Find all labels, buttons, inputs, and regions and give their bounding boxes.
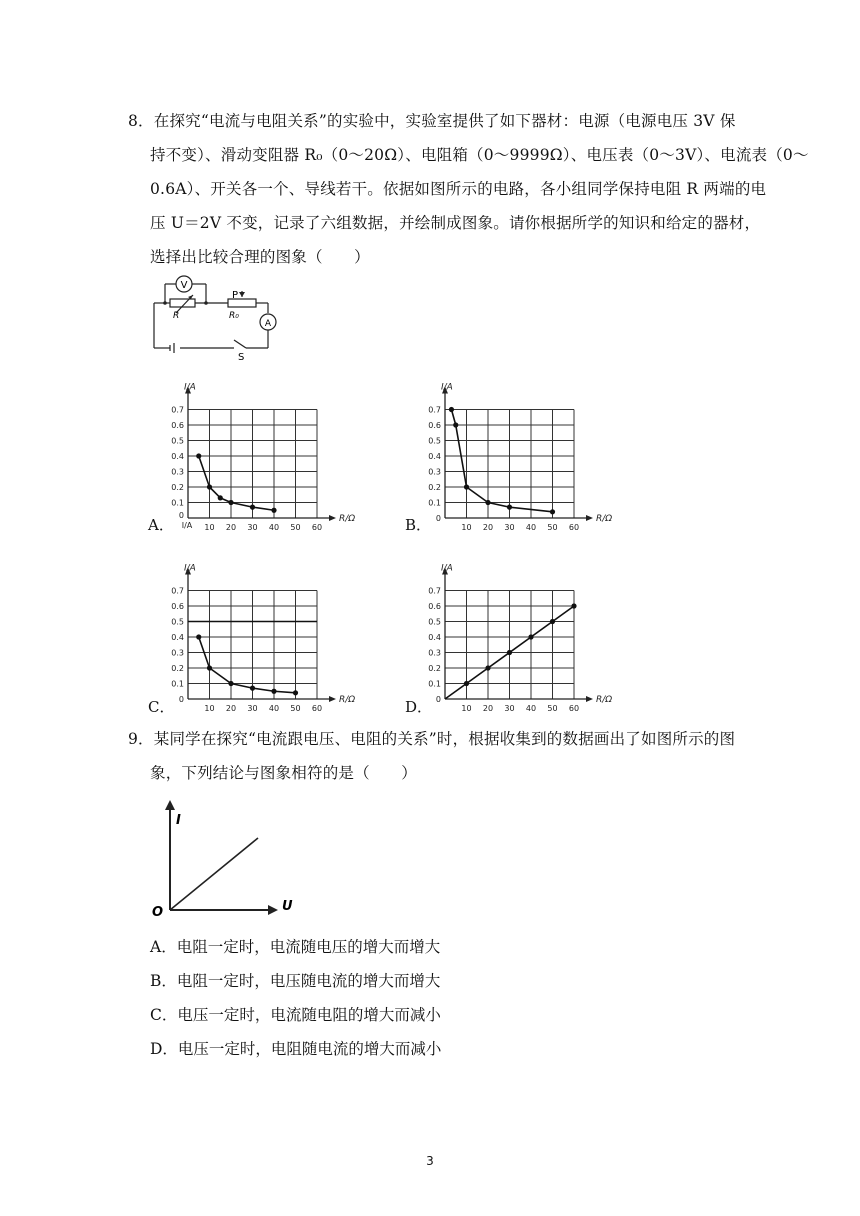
x-axis-label: R/Ω [339,695,356,705]
origin-sub-label: I/A [181,521,193,530]
x-tick-label: 50 [290,523,301,532]
option-b-label: B． [405,516,432,534]
y-tick-label: 0.5 [171,617,184,627]
y-axis-label: I/A [441,382,453,393]
x-tick-label: 30 [504,704,515,713]
rheostat-label: R₀ [229,311,239,321]
x-tick-label: 60 [568,523,580,532]
y-tick-label: 0.2 [428,664,441,673]
y-tick-label: 0.7 [171,586,184,596]
x-tick-label: 10 [204,523,215,532]
option-d-label: D． [405,698,433,716]
y-tick-label: 0.5 [428,617,441,627]
y-tick-label: 0.1 [428,498,441,508]
q9-line: 9．某同学在探究“电流跟电压、电阻的关系”时，根据收集到的数据画出了如图所示的图 [128,730,736,748]
x-tick-label: 20 [225,704,237,713]
q8-line: 压 U＝2V 不变，记录了六组数据，并绘制成图象。请你根据所学的知识和给定的器材， [150,214,761,232]
x-tick-label: 30 [504,523,515,532]
x-tick-label: 60 [568,704,580,713]
y-tick-label: 0.3 [428,648,441,658]
q8-line: 8．在探究“电流与电阻关系”的实验中，实验室提供了如下器材：电源（电源电压 3V 保 [128,112,736,130]
slider-label: P [232,290,239,301]
x-tick-label: 40 [525,704,537,713]
x-tick-label: 10 [461,704,472,713]
iu-origin-label: O [152,905,164,920]
y-tick-label: 0.2 [171,664,184,673]
y-tick-label: 0.3 [428,467,441,477]
y-tick-label: 0.4 [171,452,184,461]
x-axis-label: R/Ω [596,695,613,705]
x-tick-label: 60 [311,704,323,713]
q8-line: 持不变）、滑动变阻器 R₀（0～20Ω）、电阻箱（0～9999Ω）、电压表（0～3V）、电流表（0～ [150,146,809,164]
y-tick-label: 0.4 [428,633,441,642]
origin-label: 0 [178,511,184,520]
q9-line: 象，下列结论与图象相符的是（ ） [150,764,417,782]
y-tick-label: 0.4 [428,452,441,461]
y-axis-label: I/A [184,382,196,393]
y-tick-label: 0.7 [428,405,441,415]
x-tick-label: 50 [547,704,558,713]
q9-option-d: D．电压一定时，电阻随电流的增大而减小 [150,1040,442,1058]
y-tick-label: 0.2 [428,483,441,492]
option-c-label: C． [148,698,175,716]
q9-option-c: C．电压一定时，电流随电阻的增大而减小 [150,1006,441,1024]
x-tick-label: 40 [525,523,537,532]
option-a-label: A． [148,516,174,534]
x-tick-label: 30 [247,704,258,713]
voltmeter-label: V [180,280,188,291]
iu-y-label: I [176,813,181,828]
y-tick-label: 0.2 [171,483,184,492]
x-tick-label: 20 [482,704,494,713]
y-axis-label: I/A [441,563,453,574]
x-tick-label: 30 [247,523,258,532]
y-tick-label: 0.6 [428,421,441,430]
ammeter-label: A [264,319,272,329]
y-tick-label: 0.5 [171,436,184,446]
x-tick-label: 40 [268,523,280,532]
q9-option-b: B．电阻一定时，电压随电流的增大而增大 [150,972,441,990]
y-tick-label: 0.1 [171,498,184,508]
x-axis-label: R/Ω [596,514,613,524]
x-axis-label: R/Ω [339,514,356,524]
x-tick-label: 20 [225,523,237,532]
x-tick-label: 20 [482,523,494,532]
y-tick-label: 0.1 [171,679,184,689]
y-tick-label: 0.6 [428,602,441,611]
x-tick-label: 50 [547,523,558,532]
y-tick-label: 0.3 [171,467,184,477]
x-axis-arrow-icon [268,905,278,915]
y-tick-label: 0.3 [171,648,184,658]
origin-label: 0 [435,514,441,523]
y-tick-label: 0.4 [171,633,184,642]
y-tick-label: 0.1 [428,679,441,689]
y-axis-arrow-icon [165,800,175,810]
y-tick-label: 0.6 [171,602,184,611]
y-tick-label: 0.7 [428,586,441,596]
resistor-label: R [173,311,180,321]
origin-label: 0 [435,695,441,704]
q9-option-a: A．电阻一定时，电流随电压的增大而增大 [150,938,441,956]
y-tick-label: 0.6 [171,421,184,430]
q8-line: 选择出比较合理的图象（ ） [150,248,370,266]
x-tick-label: 40 [268,704,280,713]
x-tick-label: 50 [290,704,301,713]
y-tick-label: 0.5 [428,436,441,446]
switch-label: S [238,352,245,363]
page-number: 3 [426,1154,434,1168]
q8-line: 0.6A）、开关各一个、导线若干。依据如图所示的电路，各小组同学保持电阻 R 两端的电 [150,180,767,198]
iu-x-label: U [282,899,293,914]
x-tick-label: 10 [204,704,215,713]
y-tick-label: 0.7 [171,405,184,415]
x-tick-label: 60 [311,523,323,532]
y-axis-label: I/A [184,563,196,574]
x-tick-label: 10 [461,523,472,532]
origin-label: 0 [178,695,184,704]
